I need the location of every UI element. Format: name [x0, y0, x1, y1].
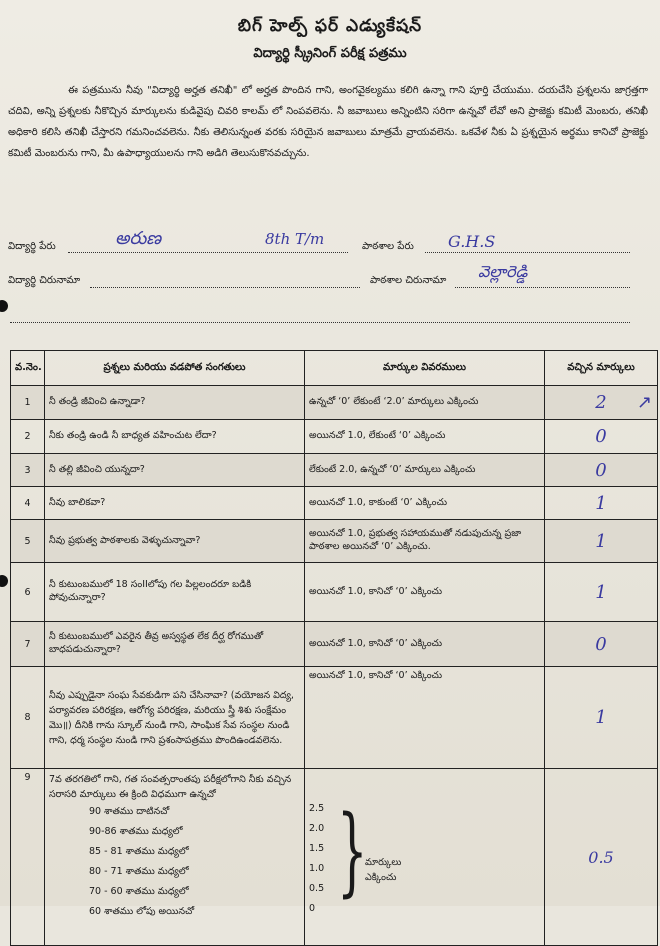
marks-obtained[interactable]: 0: [545, 454, 658, 487]
marks-obtained[interactable]: 1: [545, 487, 658, 520]
marks-rule: అయినచో 1.0, కానిచో ‘0’ ఎక్కించు: [305, 667, 545, 769]
extra-address-underline: [10, 322, 630, 323]
table-row: [11, 667, 658, 769]
row-number: 6: [11, 563, 45, 622]
marks-obtained[interactable]: 0.5: [545, 769, 658, 946]
col-header-question: ప్రశ్నలు మరియు వడపోత సంగతులు: [45, 351, 305, 386]
marks-scale-cell: [305, 769, 545, 946]
marks-rule: అయినచో 1.0, ప్రభుత్వ సహాయముతో నడుపుచున్న ప్రజా పాఠశాల అయినచో ‘0’ ఎక్కించు.: [305, 520, 545, 563]
marks-rule: అయినచో 1.0, కాకుంటే ‘0’ ఎక్కించు: [305, 487, 545, 520]
school-name-label: పాఠశాల పేరు: [362, 241, 414, 252]
school-name-value[interactable]: G.H.S: [448, 232, 496, 251]
question-text: నీవు ఎప్పుడైనా సంఘ సేవకుడిగా పని చేసినావా? (వయోజన విద్య, పర్యావరణ పరిరక్షణ, ఆరోగ్య పరిరక్షణ, మరియు స్త్రీ శిశు సంక్షేమం మొ॥) దీనికి గాను స్కూల్ నుండి గాని, సాంఘిక సేవ సంస్థల నుండి గాని, ధర్మ సంస్థల నుండి గాని ప్రశంసాపత్రము పొందిఉండవలెను.: [45, 667, 305, 769]
ladder-item: 60 శాతము లోపు అయినచో: [89, 906, 195, 917]
row-number: 8: [11, 667, 45, 769]
row-number: 9: [11, 769, 45, 946]
punch-hole-icon: [0, 575, 8, 587]
ladder-item: 85 - 81 శాతము మధ్యలో: [89, 846, 189, 857]
question-text: 7వ తరగతిలో గాని, గత సంవత్సరాంతపు పరీక్షలోగాని నీకు వచ్చిన సరాసరి మార్కులు ఈ క్రింది విధముగా ఉన్నచో: [49, 774, 292, 800]
row-number: 5: [11, 520, 45, 563]
brace-icon: }: [337, 795, 368, 907]
student-name-underline: [68, 252, 348, 253]
col-header-marks-details: మార్కుల వివరములు: [305, 351, 545, 386]
school-address-underline: [455, 287, 630, 288]
table-row: [11, 454, 658, 487]
school-address-label: పాఠశాల చిరునామా: [370, 275, 447, 286]
row-number: 4: [11, 487, 45, 520]
marks-obtained[interactable]: 1: [545, 563, 658, 622]
table-row: [11, 769, 658, 946]
student-address-label: విద్యార్థి చిరునామా: [8, 275, 81, 286]
student-name-label: విద్యార్థి పేరు: [8, 241, 56, 252]
scale-value: 1.5: [309, 843, 325, 854]
scale-value: 1.0: [309, 863, 325, 874]
row-number: 7: [11, 622, 45, 667]
marks-obtained[interactable]: 2: [545, 386, 658, 420]
col-header-marks-obtained: వచ్చిన మార్కులు: [545, 351, 658, 386]
scale-value: 0.5: [309, 883, 325, 894]
scale-label-line: ఎక్కించు: [365, 872, 397, 883]
table-row: [11, 386, 658, 420]
screening-table: [10, 350, 658, 946]
table-row: [11, 520, 658, 563]
marks-obtained[interactable]: 0: [545, 420, 658, 454]
marks-obtained[interactable]: 1: [545, 520, 658, 563]
percentage-ladder: [49, 802, 300, 922]
row-number: 2: [11, 420, 45, 454]
question-text: నీవు బాలికవా?: [45, 487, 305, 520]
marks-rule: లేకుంటే 2.0, ఉన్నచో ‘0’ మార్కులు ఎక్కించు: [305, 454, 545, 487]
question-text: నీ తండ్రి జీవించి ఉన్నాడా?: [45, 386, 305, 420]
student-name-value[interactable]: అరుణ: [115, 228, 162, 249]
col-header-serial: వ.నెం.: [11, 351, 45, 386]
ladder-item: 90-86 శాతము మధ్యలో: [89, 826, 183, 837]
row-number: 3: [11, 454, 45, 487]
marks-obtained[interactable]: 1: [545, 667, 658, 769]
scale-label-line: మార్కులు: [365, 857, 402, 868]
question-text: నీ కుటుంబములో ఎవరైన తీవ్ర అస్వస్థత లేక దీర్ఘ రోగముతో బాధపడుచున్నారా?: [45, 622, 305, 667]
ladder-item: 90 శాతము దాటినచో: [89, 806, 170, 817]
scale-value: 2.0: [309, 823, 325, 834]
table-row: [11, 563, 658, 622]
table-row: [11, 622, 658, 667]
marks-obtained[interactable]: 0: [545, 622, 658, 667]
punch-hole-icon: [0, 300, 8, 312]
form-subtitle: విద్యార్థి స్క్రీనింగ్ పరీక్ష పత్రము: [253, 46, 407, 61]
row-number: 1: [11, 386, 45, 420]
marks-rule: అయినచో 1.0, లేకుంటే ‘0’ ఎక్కించు: [305, 420, 545, 454]
marks-scale: [309, 799, 324, 919]
table-header-row: [11, 351, 658, 386]
question-text: నీవు ప్రభుత్వ పాఠశాలకు వెళ్ళుచున్నావా?: [45, 520, 305, 563]
scale-value: 2.5: [309, 803, 325, 814]
marks-rule: అయినచో 1.0, కానిచో ‘0’ ఎక్కించు: [305, 563, 545, 622]
question-cell: [45, 769, 305, 946]
table-row: [11, 487, 658, 520]
school-address-value[interactable]: వెల్లారెడ్డి: [478, 262, 528, 281]
ladder-item: 80 - 71 శాతము మధ్యలో: [89, 866, 189, 877]
scale-value: 0: [309, 903, 316, 914]
table-row: [11, 420, 658, 454]
instructions-paragraph: ఈ పత్రమును నీవు "విద్యార్థి అర్హత తనిఖీ" లో అర్హత పొందిన గాని, అంగవైకల్యము కలిగి ఉన్నా గాని పూర్తి చేయుము. దయచేసి ప్రశ్నలను జాగ్రత్తగా చదివి, అన్ని ప్రశ్నలకు నీకొచ్చిన మార్కులను కుడివైపు చివరి కాలమ్ లో నింపవలెను. నీ జవాబులు అన్నింటిని సరిగా ఉన్నవో లేవో అని ప్రాజెక్టు కమిటీ మెంబరు, తనిఖీ అధికారి కలిసి తనిఖీ చేస్తారని గమనించవలెను. నీకు తెలిసున్నంత వరకు సరియైన జవాబులు మాత్రమే వ్రాయవలెను. ఒకవేళ నీకు ఏ ప్రశ్నయైన అర్థము కానిచో ప్రాజెక్టు కమిటీ మెంబరును గాని, మీ ఉపాధ్యాయులను గాని అడిగి తెలుసుకొనవచ్చును.: [8, 85, 648, 159]
ladder-item: 70 - 60 శాతము మధ్యలో: [89, 886, 189, 897]
form-title: బిగ్ హెల్ప్ ఫర్ ఎడ్యుకేషన్: [237, 16, 423, 36]
question-text: నీ కుటుంబములో 18 సంIIలోపు గల పిల్లలందరూ బడికి పోవుచున్నారా?: [45, 563, 305, 622]
school-name-underline: [425, 252, 630, 253]
marks-rule: ఉన్నచో ‘0’ లేకుంటే ‘2.0’ మార్కులు ఎక్కించు: [305, 386, 545, 420]
tick-mark-icon: ↗: [637, 392, 653, 413]
question-text: నీ తల్లి జీవించి యున్నదా?: [45, 454, 305, 487]
question-text: నీకు తండ్రి ఉండి నీ బాధ్యత వహించుట లేదా?: [45, 420, 305, 454]
scale-label: [365, 855, 401, 885]
student-address-underline: [90, 287, 360, 288]
class-value[interactable]: 8th T/m: [265, 230, 325, 248]
marks-rule: అయినచో 1.0, కానిచో ‘0’ ఎక్కించు: [305, 622, 545, 667]
